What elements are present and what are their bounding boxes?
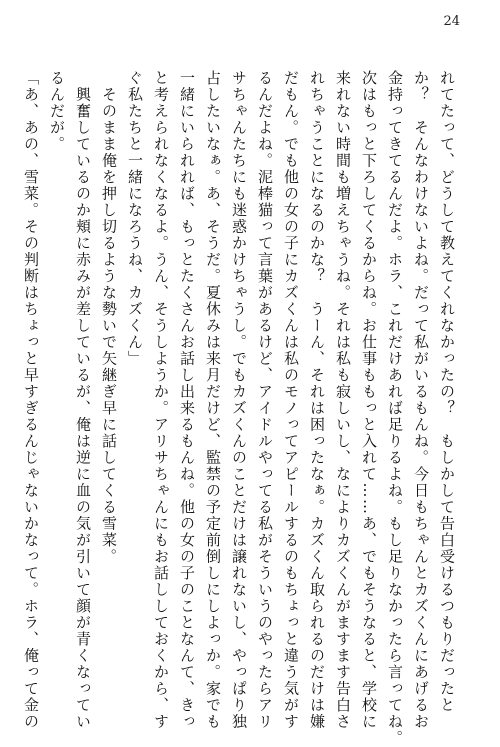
text-line: れてたって、どうして教えてくれなかったの？ もしかして告白受けるつもりだったと — [438, 70, 456, 714]
text-line: るんだよね。泥棒猫って言葉があるけど、アイドルやってる私がそういうのやったらアリ — [256, 70, 274, 730]
text-line: 占したいなぁ。あ、そうだ。夏休みは来月だけど、監禁の予定前倒しにしよっか。家でも — [204, 70, 222, 730]
vertical-body-text — [22, 70, 460, 747]
text-line: 次はもっと下ろしてくるからね。お仕事ももっと入れて……あ、でもそうなると、学校に — [360, 70, 378, 730]
text-line: サちゃんたちにも迷惑かけちゃうし。でもカズくんのことだけは譲れないし、やっぱり独 — [230, 70, 248, 730]
text-line: れちゃうことになるのかな？ うーん、それは困ったなぁ。カズくん取られるのだけは嫌 — [308, 70, 326, 730]
text-line: だもん。でも他の女の子にカズくんは私のモノってアピールするのもちょっと違う気がす — [282, 70, 300, 730]
text-line: ぐ私たちと一緒になろうね、カズくん」 — [126, 70, 144, 367]
text-line: 来れない時間も増えちゃうね。それは私も寂しいし、なによりカズくんがますます告白さ — [334, 70, 352, 730]
text-line: 金持ってきてるんだよ。ホラ、これだけあれば足りるよね。もし足りなかったら言ってね。 — [386, 70, 404, 747]
page-number: 24 — [443, 14, 460, 29]
text-line: と考えられなくなるよ。うん、そうしようか。アリサちゃんにもお話ししておくから、す — [152, 70, 170, 730]
text-line: 一緒にいられれば、もっとたくさんお話し出来るもんね。他の女の子のことなんて、きっ — [178, 70, 196, 730]
text-line: そのまま俺を押し切るような勢いで矢継ぎ早に話してくる雪菜。 — [100, 70, 118, 565]
text-line: か？ そんなわけないよね。だって私がいるもんね。今日もちゃんとカズくんにあげるお — [412, 70, 430, 730]
text-line: 興奮しているのか頬に赤みが差しているが、俺は逆に血の気が引いて顔が青くなってい — [74, 70, 92, 730]
text-line: 「あ、あの、雪菜。その判断はちょっと早すぎるんじゃないかなって。ホラ、俺って金の — [22, 70, 40, 730]
text-line: るんだが。 — [48, 70, 66, 153]
